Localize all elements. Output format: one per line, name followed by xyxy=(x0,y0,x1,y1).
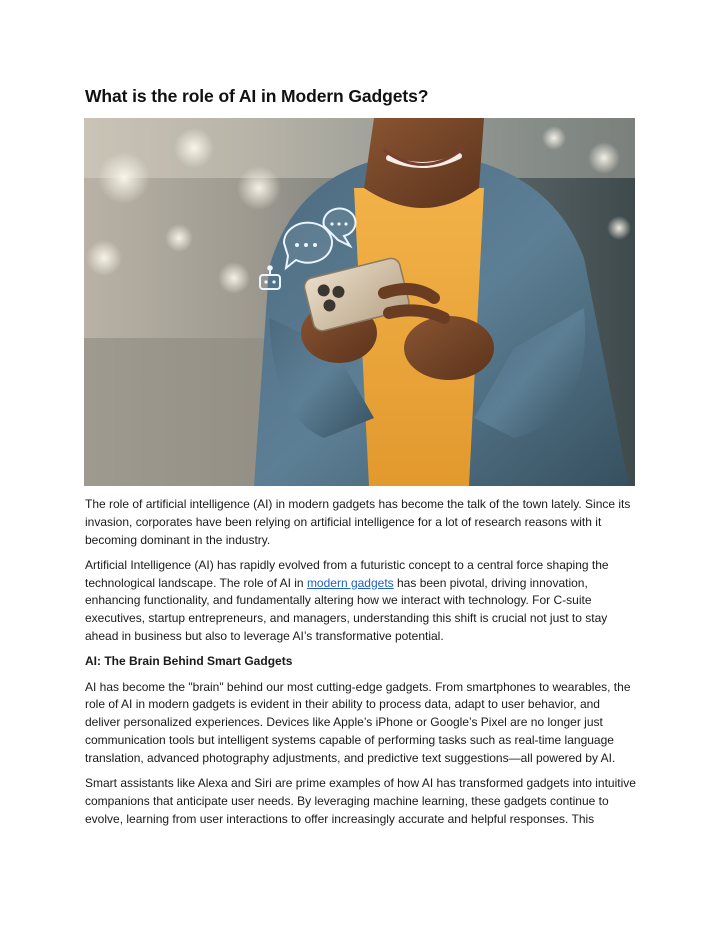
section-heading: AI: The Brain Behind Smart Gadgets xyxy=(85,654,293,669)
paragraph: The role of artificial intelligence (AI) in modern gadgets has become the talk of the town lately. Since its invasion, corporates have been relying on artificial intelligence for a lot of research reasons with it becoming dominant in the industry. xyxy=(85,497,631,547)
hero-image xyxy=(84,118,635,486)
paragraph: AI has become the "brain" behind our most cutting-edge gadgets. From smartphones to wearables, the role of AI in modern gadgets is evident in their ability to process data, adapt to user behavior, and deliver personalized experiences. Devices like Apple’s iPhone or Google’s Pixel are no longer just communication tools but intelligent systems capable of performing tasks such as real-time language translation, advanced photography adjustments, and predictive text suggestions—all powered by AI. xyxy=(85,679,631,765)
paragraph-text: has been pivotal, driving innovation, enhancing functionality, and fundamentally altering how we interact with technology. For C-suite executives, startup entrepreneurs, and managers, understanding this shift is crucial not just to stay ahead in business but also to leverage AI’s transformative potential. xyxy=(85,575,608,644)
article-title: What is the role of AI in Modern Gadgets? xyxy=(85,86,429,106)
modern-gadgets-link[interactable]: modern gadgets xyxy=(306,575,394,590)
paragraph xyxy=(85,557,637,646)
paragraph-text: Artificial Intelligence (AI) has rapidly evolved from a futuristic concept to a central force shaping the technological landscape. The role of AI in xyxy=(85,557,609,590)
article-body xyxy=(85,496,637,836)
paragraph: Smart assistants like Alexa and Siri are prime examples of how AI has transformed gadgets into intuitive companions that anticipate user needs. By leveraging machine learning, these gadgets continue to evolve, learning from user interactions to offer increasingly accurate and helpful responses. This xyxy=(85,776,636,826)
